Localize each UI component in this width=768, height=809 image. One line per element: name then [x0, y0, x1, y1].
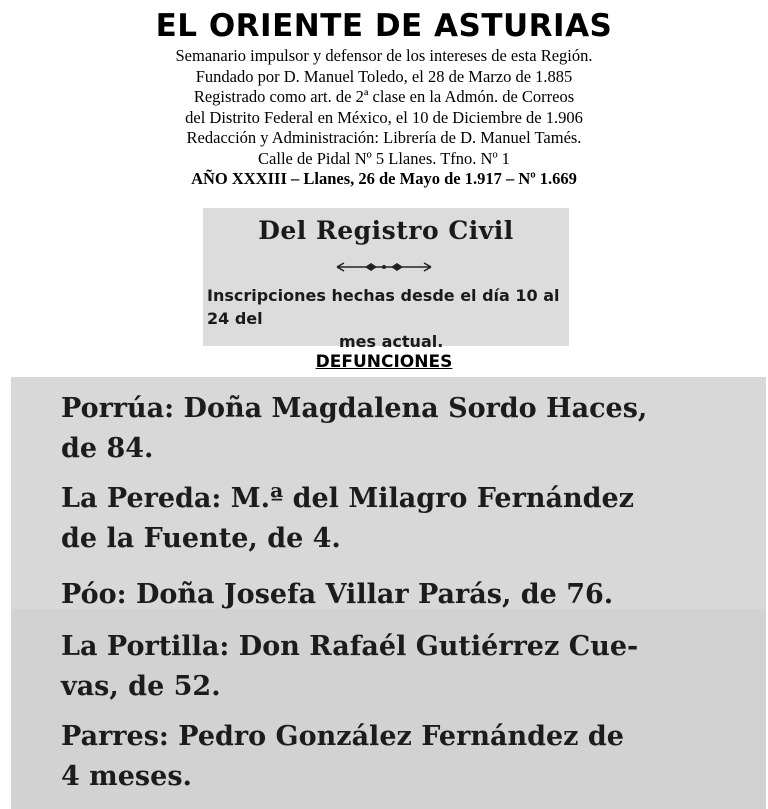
entry-line: 4 meses.: [61, 761, 192, 792]
entry-line: Porrúa: Doña Magdalena Sordo Haces,: [61, 393, 648, 424]
registro-clipping: [203, 208, 569, 351]
registro-subtitle-line-1: Inscripciones hechas desde el día 10 al 24 del: [207, 286, 560, 328]
death-entry: [61, 627, 761, 707]
masthead-line-2: Fundado por D. Manuel Toledo, el 28 de Marzo de 1.885: [195, 66, 573, 86]
entry-line: La Portilla: Don Rafaél Gutiérrez Cue-: [61, 631, 639, 662]
death-entry: [61, 717, 761, 797]
masthead-line-1: Semanario impulsor y defensor de los intereses de esta Región.: [175, 46, 593, 65]
death-entry: [61, 575, 761, 615]
masthead-line-5: Redacción y Administración: Librería de D. Manuel Tamés.: [186, 128, 582, 147]
entry-line: vas, de 52.: [61, 671, 221, 702]
masthead-line-4: del Distrito Federal en México, el 10 de Diciembre de 1.906: [185, 107, 583, 127]
masthead-line-6: Calle de Pidal Nº 5 Llanes. Tfno. Nº 1: [258, 148, 510, 168]
ornament-divider-icon: [335, 260, 433, 274]
defunciones-clipping: [11, 377, 766, 809]
masthead: [0, 6, 768, 190]
entry-line: Póo: Doña Josefa Villar Parás, de 76.: [61, 579, 614, 610]
defunciones-heading: DEFUNCIONES: [315, 352, 453, 372]
entry-line: de 84.: [61, 433, 154, 464]
masthead-line-3: Registrado como art. de 2ª clase en la Admón. de Correos: [193, 87, 575, 106]
newspaper-title: EL ORIENTE DE ASTURIAS: [155, 8, 613, 44]
entry-line: Parres: Pedro González Fernández de: [61, 721, 624, 752]
entry-line: La Pereda: M.ª del Milagro Fernández: [61, 483, 634, 514]
death-entry: [61, 389, 761, 469]
registro-subtitle: [207, 284, 567, 353]
death-entry: [61, 479, 761, 559]
entry-line: de la Fuente, de 4.: [61, 523, 341, 554]
issue-line: AÑO XXXIII – Llanes, 26 de Mayo de 1.917 – Nº 1.669: [191, 169, 577, 188]
registro-subtitle-line-2: mes actual.: [339, 332, 444, 351]
registro-title: Del Registro Civil: [258, 216, 514, 245]
